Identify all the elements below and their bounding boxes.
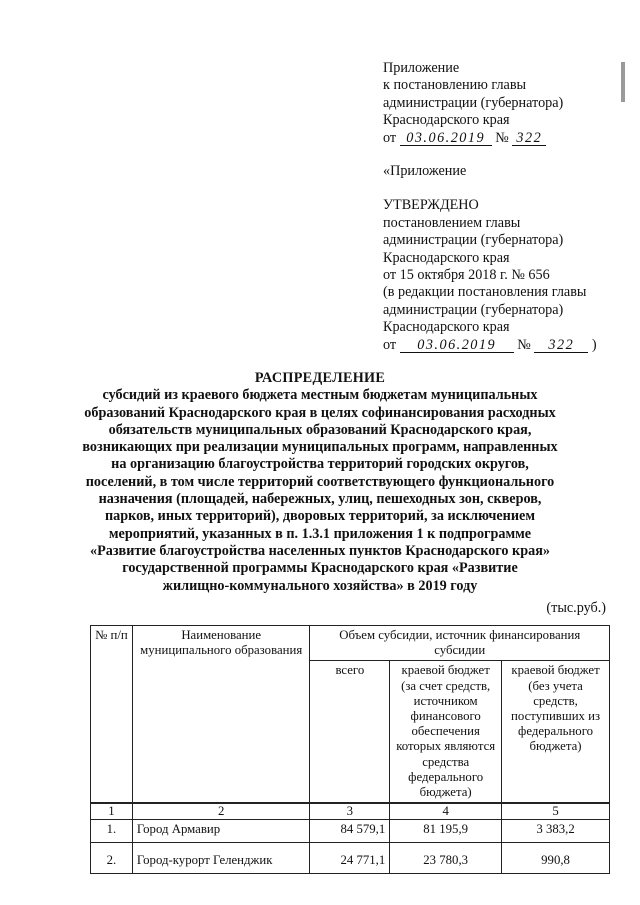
title-line: «Развитие благоустройства населенных пунктов Краснодарского края» — [90, 542, 550, 559]
appendix-line: Приложение — [383, 60, 460, 76]
appendix-block — [383, 60, 563, 147]
handwritten-date: 03.06.2019 — [400, 132, 492, 146]
title-line: жилищно-коммунального хозяйства» в 2019 году — [162, 577, 478, 594]
header-row — [91, 626, 610, 661]
approved-heading: УТВЕРЖДЕНО — [383, 197, 479, 214]
appendix-line: Краснодарского края — [383, 112, 510, 129]
header-group: Объем субсидии, источник финансирования субсидии — [310, 626, 610, 661]
approved-line: (в редакции постановления главы — [383, 284, 587, 301]
approved-line: Краснодарского края — [383, 249, 510, 266]
index-cell: 2 — [132, 803, 310, 820]
document-title — [0, 370, 640, 595]
approved-line: от 15 октября 2018 г. № 656 — [383, 267, 550, 284]
row-num: 2. — [91, 843, 133, 874]
index-cell: 3 — [310, 803, 390, 820]
title-line: возникающих при реализации муниципальных программ, направленных — [82, 439, 558, 456]
handwritten-date: 03.06.2019 — [400, 339, 514, 353]
title-line: назначения (площадей, набережных, улиц, пешеходных зон, скверов, — [98, 491, 542, 508]
title-line: на организацию благоустройства территорий городских округов, — [111, 456, 529, 473]
title-line: парков, иных территорий), дворовых территорий, за исключением — [105, 508, 535, 525]
title-line: поселений, в том числе территорий соответствующего функционального — [85, 473, 555, 490]
row-total: 84 579,1 — [310, 820, 390, 843]
title-line: государственной программы Краснодарского края «Развитие — [122, 560, 518, 577]
row-regional: 3 383,2 — [502, 820, 610, 843]
approved-line: Краснодарского края — [383, 319, 510, 336]
title-line: мероприятий, указанных в п. 1.3.1 приложения 1 к подпрограмме — [108, 525, 532, 542]
title-heading: РАСПРЕДЕЛЕНИЕ — [254, 370, 386, 386]
header-name: Наименование муниципального образования — [132, 626, 310, 804]
row-total: 24 771,1 — [310, 843, 390, 874]
appendix-date-line — [383, 130, 563, 147]
unit-label: (тыс.руб.) — [546, 600, 606, 616]
row-name: Город Армавир — [132, 820, 310, 843]
appendix-line: к постановлению главы — [383, 77, 527, 94]
header-regional: краевой бюджет (без учета средств, поступивших из федерального бюджета) — [502, 661, 610, 803]
approved-block — [383, 163, 597, 354]
date-prefix: от — [383, 336, 397, 353]
approved-date-line — [383, 337, 597, 354]
handwritten-number: 322 — [512, 132, 546, 146]
approved-line: постановлением главы — [383, 214, 521, 231]
table-row — [91, 843, 610, 874]
date-prefix: от — [383, 129, 397, 146]
approved-line: администрации (губернатора) — [383, 232, 564, 249]
row-name: Город-курорт Геленджик — [132, 843, 310, 874]
number-sign: № — [517, 336, 531, 353]
index-cell: 4 — [390, 803, 502, 820]
subsidy-table — [90, 625, 610, 874]
header-total: всего — [310, 661, 390, 803]
row-num: 1. — [91, 820, 133, 843]
title-line: образований Краснодарского края в целях софинансирования расходных — [84, 404, 556, 421]
header-num: № п/п — [91, 626, 133, 804]
header-federal: краевой бюджет (за счет средств, источником финансового обеспечения которых являются средства федерального бюджета) — [390, 661, 502, 803]
index-cell: 1 — [91, 803, 133, 820]
index-row — [91, 803, 610, 820]
table-row — [91, 820, 610, 843]
row-federal: 81 195,9 — [390, 820, 502, 843]
row-regional: 990,8 — [502, 843, 610, 874]
page-edge-mark — [621, 62, 625, 102]
handwritten-number: 322 — [534, 339, 588, 353]
number-sign: № — [495, 129, 509, 146]
index-cell: 5 — [502, 803, 610, 820]
appendix-line: администрации (губернатора) — [383, 94, 564, 111]
approved-line: администрации (губернатора) — [383, 301, 564, 318]
title-line: субсидий из краевого бюджета местным бюджетам муниципальных — [102, 387, 538, 404]
closing-paren: ) — [591, 336, 597, 353]
approved-quote-title: «Приложение — [383, 163, 467, 179]
title-line: обязательств муниципальных образований Краснодарского края, — [108, 421, 532, 438]
row-federal: 23 780,3 — [390, 843, 502, 874]
